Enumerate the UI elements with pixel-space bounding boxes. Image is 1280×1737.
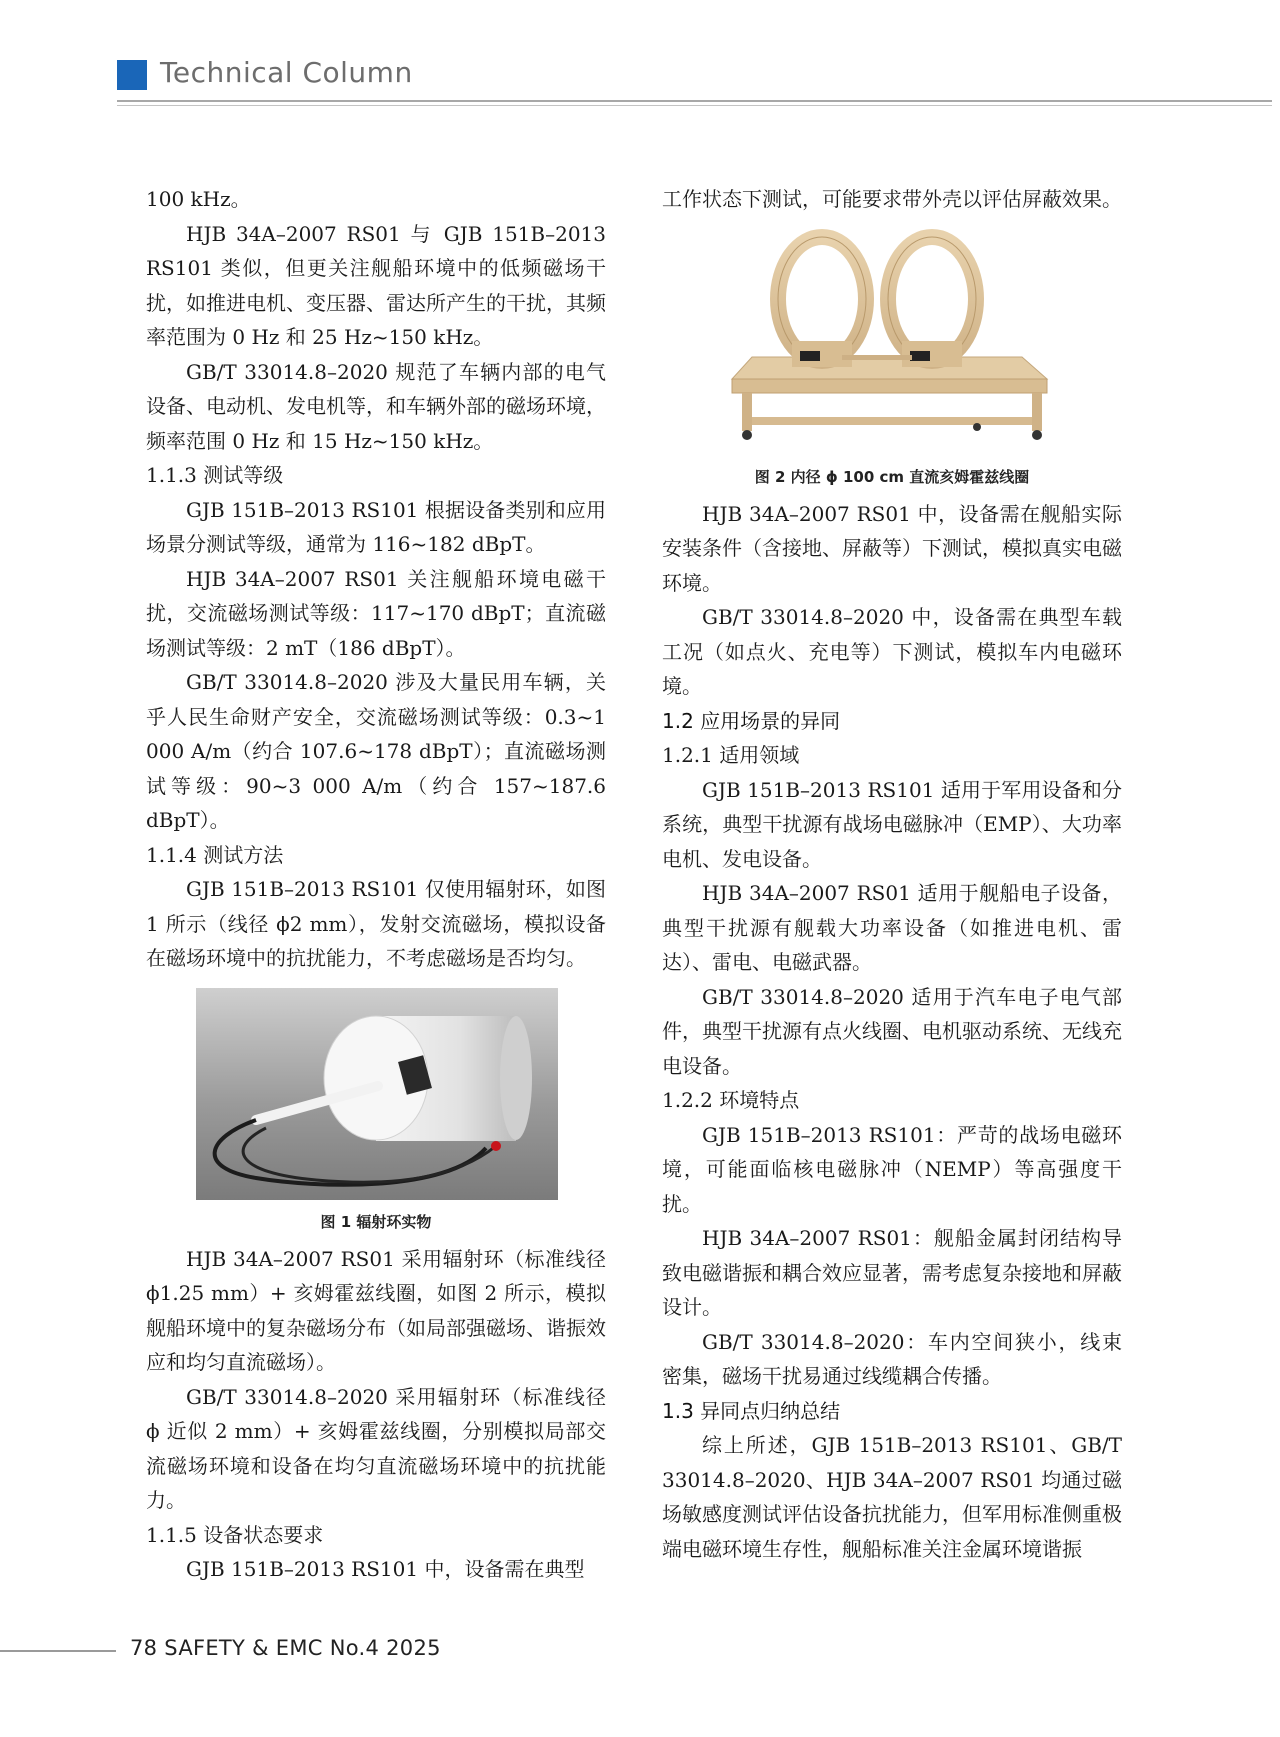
paragraph: GB/T 33014.8–2020 中，设备需在典型车载工况（如点火、充电等）下测试，模拟车内电磁环境。: [662, 605, 1122, 698]
paragraph: GB/T 33014.8–2020 规范了车辆内部的电气设备、电动机、发电机等，和车辆外部的磁场环境，频率范围 0 Hz 和 15 Hz~150 kHz。: [146, 359, 606, 453]
radiating-loop-photo: [196, 988, 558, 1200]
paragraph: HJB 34A–2007 RS01 中，设备需在舰船实际安装条件（含接地、屏蔽等）下测试，模拟真实电磁环境。: [662, 501, 1122, 595]
footer-page-info: 78 SAFETY & EMC No.4 2025: [130, 1636, 441, 1660]
header-title: Technical Column: [160, 56, 413, 89]
section-heading-1-2-2: 1.2.2 环境特点: [662, 1088, 800, 1112]
paragraph: GB/T 33014.8–2020 采用辐射环（标准线径 ϕ 近似 2 mm）+ 亥姆霍兹线圈，分别模拟局部交流磁场环境和设备在均匀直流磁场环境中的抗扰能力。: [146, 1384, 606, 1512]
section-heading-1-3: 1.3 异同点归纳总结: [662, 1398, 841, 1423]
paragraph: HJB 34A–2007 RS01：舰船金属封闭结构导致电磁谐振和耦合效应显著，需考虑复杂接地和屏蔽设计。: [662, 1226, 1122, 1319]
paragraph: 综上所述，GJB 151B–2013 RS101、GB/T 33014.8–2020、HJB 34A–2007 RS01 均通过磁场敏感度测试评估设备抗扰能力，但军用标准侧重极端电磁环境生存性，舰船标准关注金属环境谐振: [662, 1433, 1122, 1561]
paragraph: GJB 151B–2013 RS101：严苛的战场电磁环境，可能面临核电磁脉冲（NEMP）等高强度干扰。: [662, 1122, 1122, 1216]
paragraph: HJB 34A–2007 RS01 适用于舰船电子设备，典型干扰源有舰载大功率设备（如推进电机、雷达）、雷电、电磁武器。: [662, 881, 1122, 974]
paragraph: 工作状态下测试，可能要求带外壳以评估屏蔽效果。: [662, 187, 1122, 211]
header-rule-thin: [117, 105, 1272, 106]
section-heading-1-2: 1.2 应用场景的异同: [662, 708, 841, 733]
footer-rule: [0, 1650, 116, 1652]
figure-1-caption: 图 1 辐射环实物: [320, 1212, 432, 1231]
paragraph: GB/T 33014.8–2020：车内空间狭小，线束密集，磁场干扰易通过线缆耦合传播。: [662, 1329, 1122, 1388]
helmholtz-coil-photo: [692, 229, 1072, 455]
paragraph: GJB 151B–2013 RS101 适用于军用设备和分系统，典型干扰源有战场电磁脉冲（EMP）、大功率电机、发电设备。: [662, 777, 1122, 871]
section-heading-1-1-3: 1.1.3 测试等级: [146, 463, 284, 487]
paragraph: HJB 34A–2007 RS01 采用辐射环（标准线径 ϕ1.25 mm）+ 亥姆霍兹线圈，如图 2 所示，模拟舰船环境中的复杂磁场分布（如局部强磁场、谐振效应和均匀直流磁场）。: [146, 1246, 606, 1374]
left-column: [146, 182, 606, 1587]
section-heading-1-1-4: 1.1.4 测试方法: [146, 842, 284, 867]
paragraph: 100 kHz。: [146, 187, 251, 211]
figure-2: [662, 229, 1122, 487]
header-accent-square: [117, 60, 147, 90]
header-rule: [117, 100, 1272, 102]
paragraph: GB/T 33014.8–2020 涉及大量民用车辆，关乎人民生命财产安全，交流磁场测试等级：0.3~1 000 A/m（约合 107.6~178 dBpT）；直流磁场测试等级：90~3 000 A/m（约合 157~187.6 dBpT）。: [146, 670, 606, 832]
section-heading-1-2-1: 1.2.1 适用领域: [662, 743, 800, 767]
paragraph: GJB 151B–2013 RS101 仅使用辐射环，如图 1 所示（线径 ϕ2 mm），发射交流磁场，模拟设备在磁场环境中的抗扰能力，不考虑磁场是否均匀。: [146, 877, 606, 970]
paragraph: GB/T 33014.8–2020 适用于汽车电子电气部件，典型干扰源有点火线圈、电机驱动系统、无线充电设备。: [662, 984, 1122, 1078]
figure-1: [146, 988, 606, 1232]
paragraph: GJB 151B–2013 RS101 中，设备需在典型: [186, 1557, 585, 1581]
paragraph: HJB 34A–2007 RS01 关注舰船环境电磁干扰，交流磁场测试等级：117~170 dBpT；直流磁场测试等级：2 mT（186 dBpT）。: [146, 566, 606, 660]
paragraph: GJB 151B–2013 RS101 根据设备类别和应用场景分测试等级，通常为 116~182 dBpT。: [146, 497, 606, 556]
right-column: [662, 182, 1122, 1566]
section-heading-1-1-5: 1.1.5 设备状态要求: [146, 1522, 324, 1547]
paragraph: HJB 34A–2007 RS01 与 GJB 151B–2013 RS101 类似，但更关注舰船环境中的低频磁场干扰，如推进电机、变压器、雷达所产生的干扰，其频率范围为 0 Hz 和 25 Hz~150 kHz。: [146, 221, 606, 349]
figure-2-caption: 图 2 内径 ϕ 100 cm 直流亥姆霍兹线圈: [754, 467, 1030, 486]
